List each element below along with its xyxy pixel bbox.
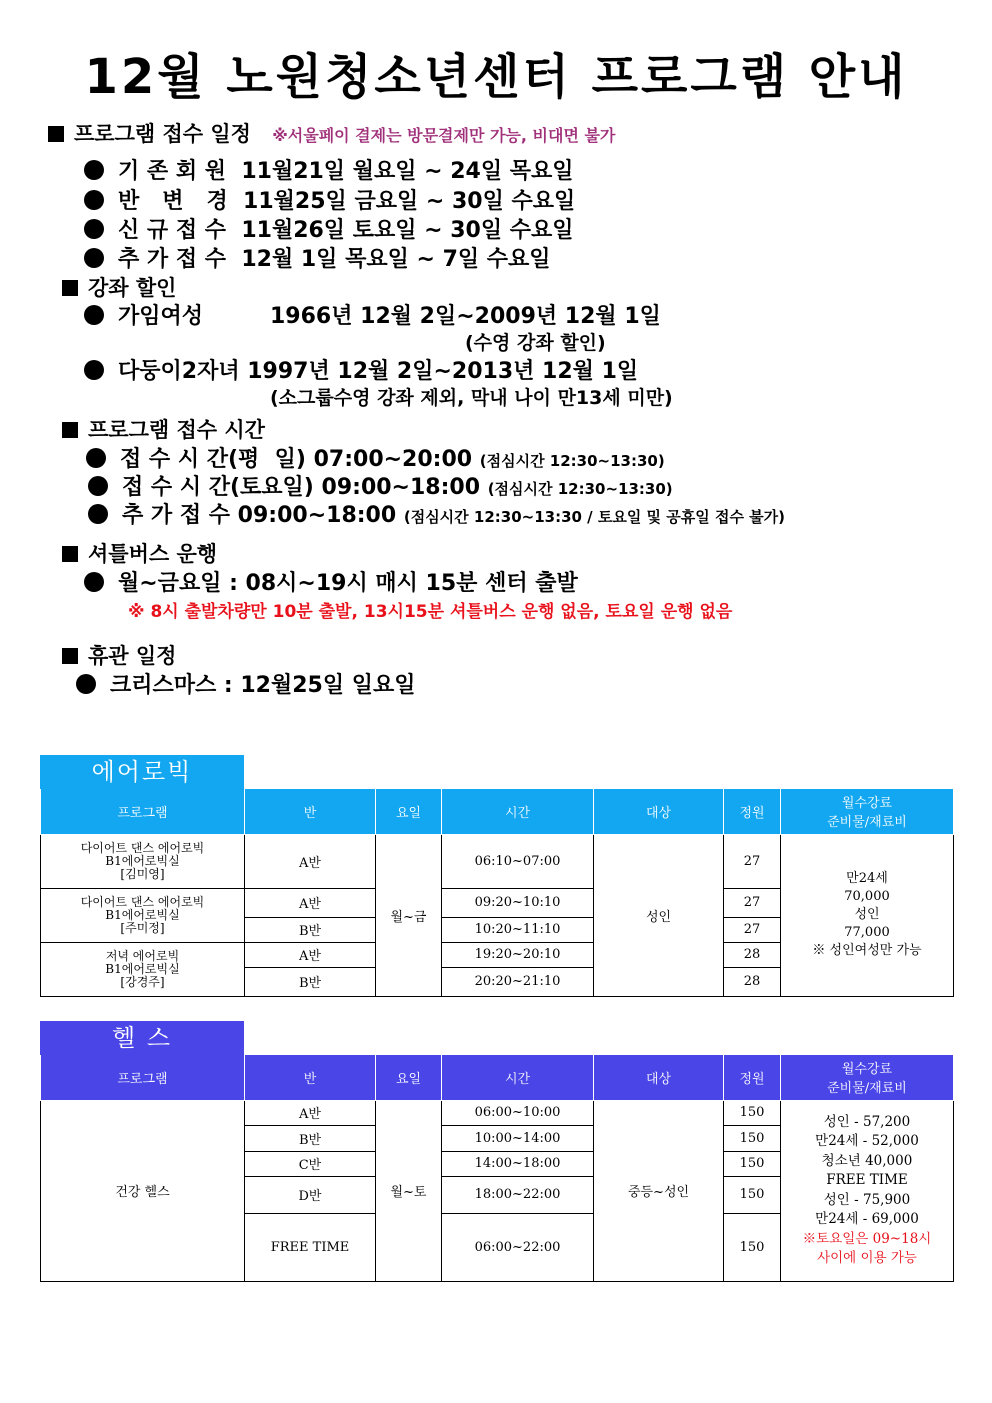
hours-heading-text: 프로그램 접수 시간 [88, 418, 265, 442]
fee-line: 성인 - 57,200 [823, 1113, 911, 1130]
program-room: B1에어로빅실 [105, 961, 180, 976]
capacity-cell: 150 [724, 1176, 781, 1213]
reg-item-value: 12월 1일 목요일 ~ 7일 수요일 [241, 247, 551, 272]
capacity-cell: 28 [724, 942, 781, 967]
col-day: 요일 [376, 789, 442, 834]
col-capacity: 정원 [724, 1055, 781, 1100]
col-fee-line2: 준비물/재료비 [827, 1081, 907, 1097]
aerobic-table [40, 789, 954, 997]
discount-sub: (수영 강좌 할인) [465, 332, 606, 354]
time-cell: 19:20~20:10 [442, 942, 594, 967]
table-row [41, 834, 954, 888]
fee-line: 성인 [854, 907, 880, 922]
program-teacher: [주미정] [120, 920, 165, 935]
program-cell [41, 942, 245, 996]
closed-item-text: 크리스마스 : 12월25일 일요일 [110, 673, 416, 698]
bullet-icon [84, 360, 104, 380]
time-cell: 06:10~07:00 [442, 834, 594, 888]
capacity-cell: 150 [724, 1100, 781, 1125]
fee-cell [781, 1100, 954, 1281]
day-cell: 월~금 [376, 834, 442, 996]
program-teacher: [김미영] [120, 866, 165, 881]
bullet-icon [84, 160, 104, 180]
shuttle-item-text: 월~금요일 : 08시~19시 매시 15분 센터 출발 [118, 571, 578, 596]
hours-heading [62, 414, 265, 444]
capacity-cell: 150 [724, 1213, 781, 1281]
bullet-icon [84, 572, 104, 592]
reg-item-label: 반 변 경 [118, 189, 228, 214]
time-cell: 20:20~21:10 [442, 967, 594, 996]
shuttle-note: ※ 8시 출발차량만 10분 출발, 13시15분 셔틀버스 운행 없음, 토요일 운행 없음 [128, 602, 733, 622]
col-program: 프로그램 [41, 789, 245, 834]
class-cell: FREE TIME [245, 1213, 376, 1281]
fee-line: ※ 성인여성만 가능 [812, 943, 922, 958]
fee-line: 만24세 - 52,000 [815, 1133, 919, 1149]
health-table [40, 1055, 954, 1282]
time-cell: 06:00~10:00 [442, 1100, 594, 1125]
table-row [41, 1100, 954, 1125]
col-fee [781, 789, 954, 834]
class-cell: B반 [245, 1125, 376, 1151]
reg-heading-text: 프로그램 접수 일정 [74, 122, 251, 146]
capacity-cell: 27 [724, 834, 781, 888]
fee-line: FREE TIME [826, 1172, 908, 1188]
discount-item [84, 354, 638, 385]
capacity-cell: 27 [724, 917, 781, 942]
reg-item [84, 213, 574, 244]
class-cell: A반 [245, 888, 376, 917]
closed-heading [62, 640, 176, 670]
fee-line: 77,000 [844, 925, 890, 940]
program-name: 저녁 에어로빅 [105, 948, 180, 963]
reg-item-value: 11월21일 월요일 ~ 24일 목요일 [241, 159, 574, 184]
class-cell: B반 [245, 917, 376, 942]
bullet-icon [86, 448, 106, 468]
fee-line: 만24세 [846, 871, 888, 886]
discount-heading [62, 272, 176, 302]
square-bullet-icon [62, 280, 78, 296]
col-program: 프로그램 [41, 1055, 245, 1100]
fee-line: 청소년 40,000 [821, 1152, 913, 1169]
col-time: 시간 [442, 1055, 594, 1100]
bullet-icon [84, 219, 104, 239]
program-cell [41, 888, 245, 942]
discount-label: 다둥이2자녀 [118, 359, 240, 384]
bullet-icon [84, 190, 104, 210]
bullet-icon [88, 476, 108, 496]
time-cell: 14:00~18:00 [442, 1151, 594, 1176]
hours-label: 추 가 접 수 [122, 503, 230, 528]
reg-item [84, 154, 574, 185]
discount-heading-text: 강좌 할인 [88, 276, 177, 300]
capacity-cell: 28 [724, 967, 781, 996]
col-fee-line1: 월수강료 [841, 1062, 893, 1078]
fee-note: ※토요일은 09~18시 [802, 1230, 932, 1247]
hours-value: 07:00~20:00 [313, 447, 473, 472]
target-cell: 성인 [594, 834, 724, 996]
shuttle-heading [62, 538, 217, 568]
discount-sub: (소그룹수영 강좌 제외, 막내 나이 만13세 미만) [270, 387, 673, 409]
hours-item [86, 442, 665, 473]
class-cell: B반 [245, 967, 376, 996]
reg-item-value: 11월26일 토요일 ~ 30일 수요일 [241, 218, 574, 243]
reg-item-label: 신 규 접 수 [118, 218, 226, 243]
target-cell: 중등~성인 [594, 1100, 724, 1281]
discount-value: 1966년 12월 2일~2009년 12월 1일 [270, 304, 661, 329]
health-tab: 헬 스 [40, 1021, 244, 1055]
square-bullet-icon [62, 648, 78, 664]
class-cell: A반 [245, 834, 376, 888]
reg-item-label: 추 가 접 수 [118, 247, 226, 272]
reg-item-label: 기 존 회 원 [118, 159, 226, 184]
col-fee-line2: 준비물/재료비 [827, 815, 907, 831]
fee-line: 만24세 - 69,000 [815, 1211, 919, 1227]
discount-item [84, 299, 203, 330]
col-fee [781, 1055, 954, 1100]
fee-note: 사이에 이용 가능 [817, 1250, 917, 1266]
col-time: 시간 [442, 789, 594, 834]
shuttle-item [84, 566, 578, 597]
bullet-icon [88, 504, 108, 524]
fee-line: 성인 - 75,900 [823, 1191, 911, 1208]
hours-note: (점심시간 12:30~13:30) [487, 480, 673, 498]
bullet-icon [84, 305, 104, 325]
class-cell: C반 [245, 1151, 376, 1176]
closed-item [76, 668, 416, 699]
time-cell: 10:20~11:10 [442, 917, 594, 942]
square-bullet-icon [62, 546, 78, 562]
capacity-cell: 27 [724, 888, 781, 917]
program-name: 다이어트 댄스 에어로빅 [80, 840, 205, 855]
square-bullet-icon [48, 126, 64, 142]
closed-heading-text: 휴관 일정 [88, 644, 177, 668]
program-teacher: [강경주] [120, 974, 165, 989]
col-class: 반 [245, 789, 376, 834]
square-bullet-icon [62, 422, 78, 438]
class-cell: A반 [245, 942, 376, 967]
col-capacity: 정원 [724, 789, 781, 834]
fee-cell [781, 834, 954, 996]
col-class: 반 [245, 1055, 376, 1100]
time-cell: 06:00~22:00 [442, 1213, 594, 1281]
program-room: B1에어로빅실 [105, 907, 180, 922]
shuttle-heading-text: 셔틀버스 운행 [88, 542, 218, 566]
bullet-icon [76, 674, 96, 694]
reg-item-value: 11월25일 금요일 ~ 30일 수요일 [243, 189, 576, 214]
program-cell: 건강 헬스 [41, 1100, 245, 1281]
class-cell: D반 [245, 1176, 376, 1213]
discount-label: 가임여성 [118, 304, 204, 329]
table-header-row [41, 789, 954, 834]
col-fee-line1: 월수강료 [841, 796, 893, 812]
reg-item [84, 184, 575, 215]
table-header-row [41, 1055, 954, 1100]
program-name: 다이어트 댄스 에어로빅 [80, 894, 205, 909]
col-target: 대상 [594, 789, 724, 834]
program-room: B1에어로빅실 [105, 853, 180, 868]
capacity-cell: 150 [724, 1151, 781, 1176]
hours-label: 접 수 시 간(토요일) [122, 475, 314, 500]
seoulpay-note: ※서울페이 결제는 방문결제만 가능, 비대면 불가 [272, 126, 616, 145]
hours-item [88, 470, 673, 501]
hours-note: (점심시간 12:30~13:30) [479, 452, 665, 470]
reg-heading [48, 118, 615, 148]
program-cell [41, 834, 245, 888]
class-cell: A반 [245, 1100, 376, 1125]
time-cell: 18:00~22:00 [442, 1176, 594, 1213]
fee-line: 70,000 [844, 889, 890, 904]
col-day: 요일 [376, 1055, 442, 1100]
reg-item [84, 242, 551, 273]
day-cell: 월~토 [376, 1100, 442, 1281]
hours-item [88, 498, 785, 529]
hours-label: 접 수 시 간(평 일) [120, 447, 306, 472]
hours-value: 09:00~18:00 [237, 503, 397, 528]
time-cell: 09:20~10:10 [442, 888, 594, 917]
hours-value: 09:00~18:00 [321, 475, 481, 500]
bullet-icon [84, 248, 104, 268]
discount-value: 1997년 12월 2일~2013년 12월 1일 [247, 359, 639, 384]
hours-note: (점심시간 12:30~13:30 / 토요일 및 공휴일 접수 불가) [403, 508, 786, 526]
time-cell: 10:00~14:00 [442, 1125, 594, 1151]
capacity-cell: 150 [724, 1125, 781, 1151]
col-target: 대상 [594, 1055, 724, 1100]
aerobic-tab: 에어로빅 [40, 755, 244, 789]
page-title: 12월 노원청소년센터 프로그램 안내 [84, 49, 908, 105]
